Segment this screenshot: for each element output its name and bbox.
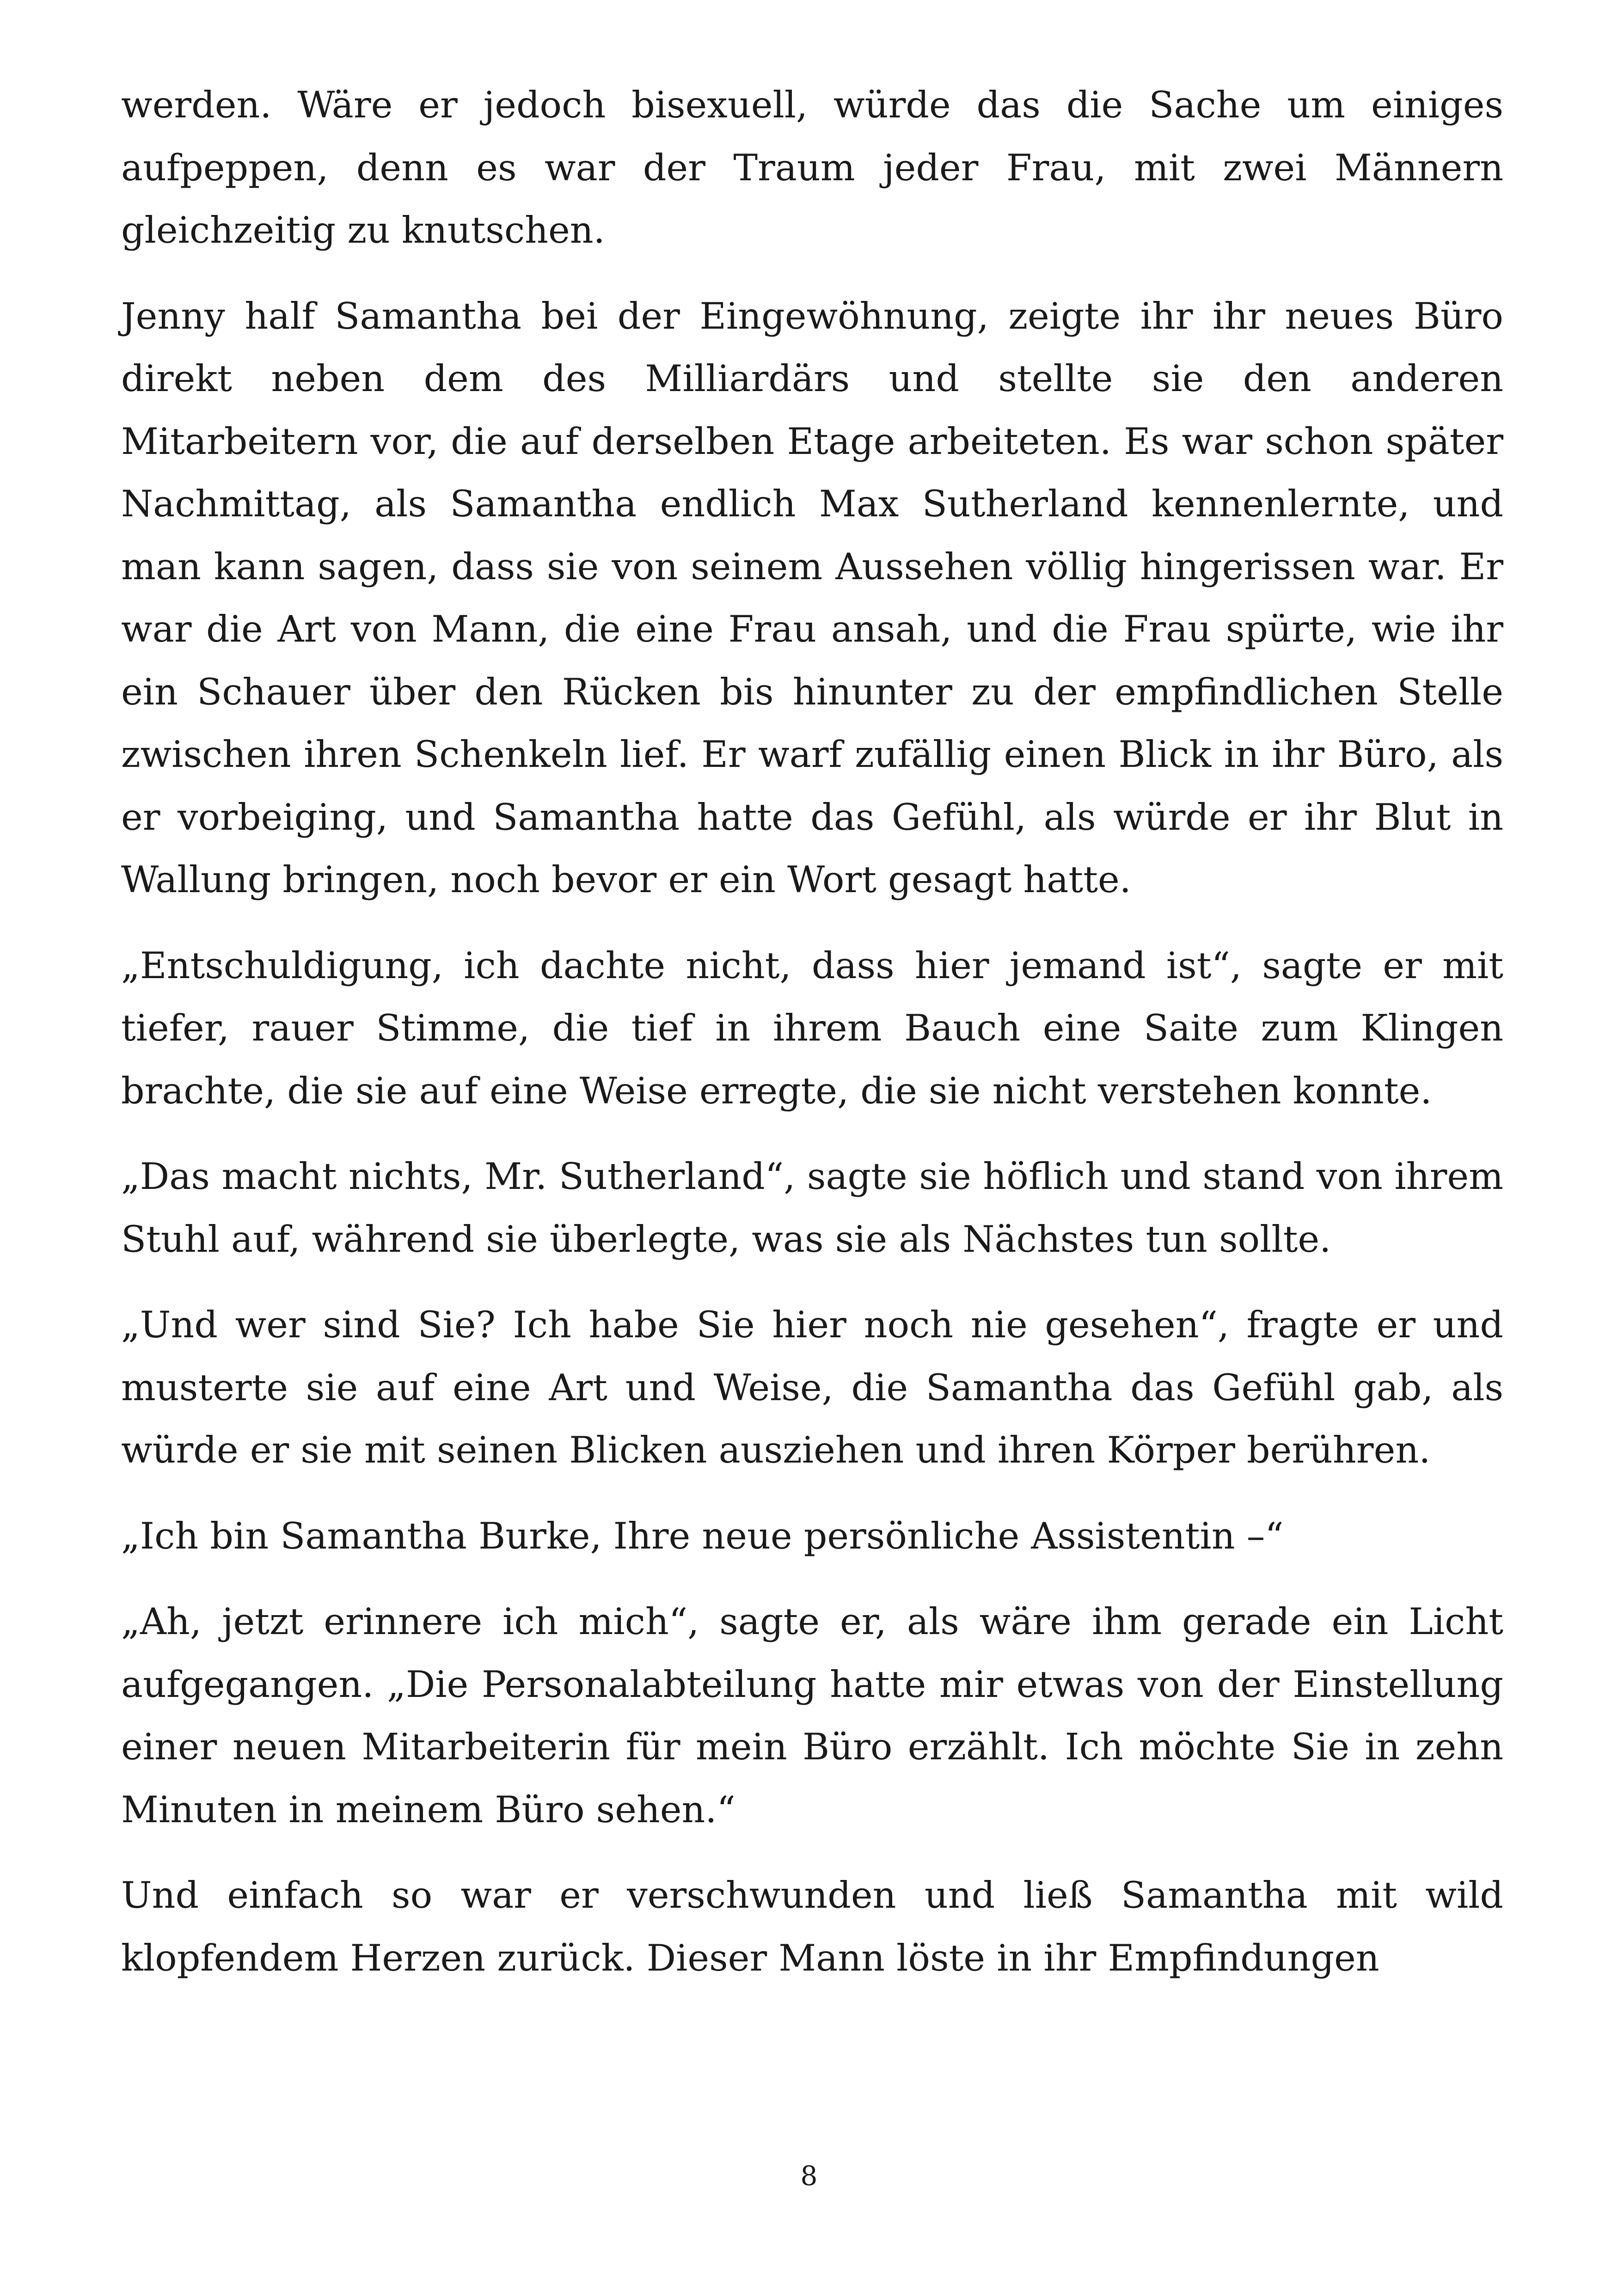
paragraph-3: „Entschuldigung, ich dachte nicht, dass hier jemand ist“, sagte er mit tiefer, rauer Stimme, die tief in ihrem Bauch eine Saite zum Klingen brachte, die sie auf eine Weise erregte, die sie nicht verstehen konnte. xyxy=(121,944,1503,1112)
paragraph-8: Und einfach so war er verschwunden und ließ Samantha mit wild klopfendem Herzen zurück. Dieser Mann löste in ihr Empfindungen xyxy=(121,1874,1503,1979)
paragraph-1: werden. Wäre er jedoch bisexuell, würde das die Sache um einiges aufpeppen, denn es war der Traum jeder Frau, mit zwei Männern gleichzeitig zu knutschen. xyxy=(121,84,1503,251)
paragraph-7: „Ah, jetzt erinnere ich mich“, sagte er, als wäre ihm gerade ein Licht aufgegangen. „Die Personalabteilung hatte mir etwas von der Einstellung einer neuen Mitarbeiterin für mein Büro erzählt. Ich möchte Sie in zehn Minuten in meinem Büro sehen.“ xyxy=(121,1600,1503,1831)
page-body xyxy=(121,74,1503,2013)
paragraph-6: „Ich bin Samantha Burke, Ihre neue persönliche Assistentin –“ xyxy=(121,1514,1284,1557)
paragraph-5: „Und wer sind Sie? Ich habe Sie hier noch nie gesehen“, fragte er und musterte sie auf eine Art und Weise, die Samantha das Gefühl gab, als würde er sie mit seinen Blicken ausziehen und ihren Körper berühren. xyxy=(121,1304,1503,1471)
paragraph-2: Jenny half Samantha bei der Eingewöhnung, zeigte ihr ihr neues Büro direkt neben dem des Milliardärs und stellte sie den anderen Mitarbeitern vor, die auf derselben Etage arbeiteten. Es war schon später Nachmittag, als Samantha endlich Max Sutherland kennenlernte, und man kann sagen, dass sie von seinem Aussehen völlig hingerissen war. Er war die Art von Mann, die eine Frau ansah, und die Frau spürte, wie ihr ein Schauer über den Rücken bis hinunter zu der empfindlichen Stelle zwischen ihren Schenkeln lief. Er warf zufällig einen Blick in ihr Büro, als er vorbeiging, und Samantha hatte das Gefühl, als würde er ihr Blut in Wallung bringen, noch bevor er ein Wort gesagt hatte. xyxy=(121,294,1503,901)
page-number: 8 xyxy=(800,2160,818,2192)
paragraph-4: „Das macht nichts, Mr. Sutherland“, sagte sie höflich und stand von ihrem Stuhl auf, während sie überlegte, was sie als Nächstes tun sollte. xyxy=(121,1155,1503,1261)
